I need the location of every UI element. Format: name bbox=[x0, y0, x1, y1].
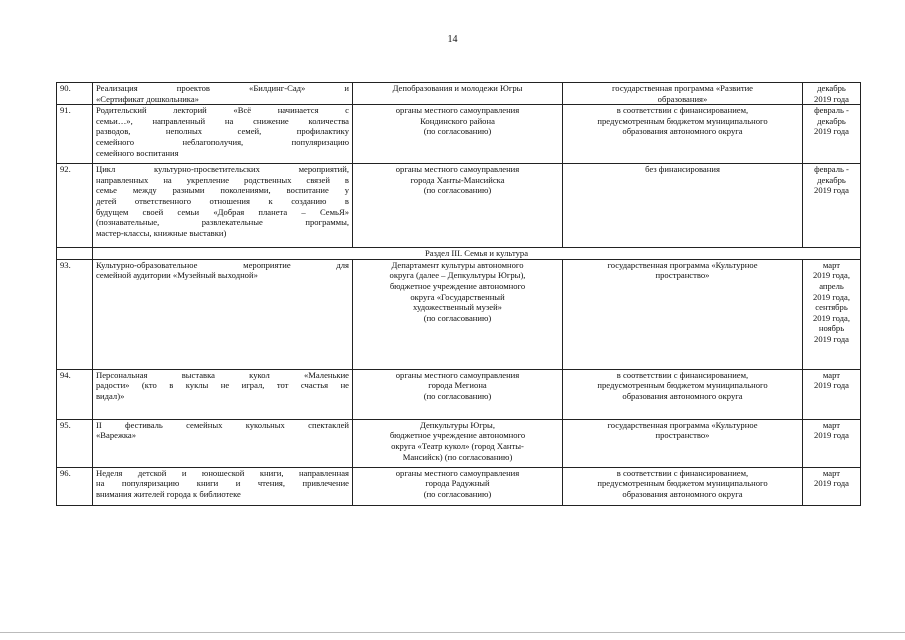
row-number: 94. bbox=[57, 369, 93, 419]
executor-cell-line: (по согласованию) bbox=[423, 488, 492, 499]
event-cell-line: семейного воспитания bbox=[96, 147, 179, 158]
event-cell-line: семейного неблагополучия, популяризацию bbox=[96, 136, 349, 147]
date-cell bbox=[803, 467, 861, 505]
executor-cell-line: Департамент культуры автономного bbox=[391, 259, 524, 270]
date-cell-line: 2019 года bbox=[814, 185, 849, 196]
event-cell bbox=[93, 419, 353, 467]
funding-cell bbox=[563, 105, 803, 164]
event-cell bbox=[93, 467, 353, 505]
event-cell-line: Цикл культурно-просветительских мероприятий, bbox=[96, 164, 349, 175]
executor-cell-line: органы местного самоуправления bbox=[395, 369, 520, 380]
date-cell-line: 2019 года bbox=[814, 430, 849, 441]
date-cell-line: 2019 года bbox=[814, 333, 849, 344]
executor-cell-line: художественный музей» bbox=[413, 302, 502, 313]
event-cell-line: радости» (кто в куклы не играл, тот счастья не bbox=[96, 380, 349, 391]
date-cell-line: декабрь bbox=[817, 115, 846, 126]
section-header-row bbox=[57, 248, 861, 260]
event-cell-line: семье между разными поколениями, воспитание у bbox=[96, 185, 349, 196]
executor-cell-line: Кондинского района bbox=[420, 115, 495, 126]
event-cell bbox=[93, 259, 353, 369]
executor-cell-line: Мансийск) (по согласованию) bbox=[402, 451, 513, 462]
event-cell-line: разводов, неполных семей, профилактику bbox=[96, 126, 349, 137]
funding-cell bbox=[563, 467, 803, 505]
date-cell bbox=[803, 105, 861, 164]
executor-cell bbox=[353, 467, 563, 505]
date-cell-line: ноябрь bbox=[818, 323, 845, 334]
date-cell-line: 2019 года, bbox=[812, 312, 851, 323]
event-cell-line: Персональная выставка кукол «Маленькие bbox=[96, 369, 349, 380]
date-cell bbox=[803, 83, 861, 105]
date-cell-line: сентябрь bbox=[815, 302, 848, 313]
event-cell-line: II фестиваль семейных кукольных спектаклей bbox=[96, 419, 349, 430]
event-cell-line: семейной аудитории «Музейный выходной» bbox=[96, 270, 258, 281]
funding-cell-line: пространство» bbox=[655, 430, 710, 441]
row-number: 90. bbox=[57, 83, 93, 105]
executor-cell-line: города Ханты-Мансийска bbox=[410, 174, 505, 185]
date-cell-line: декабрь bbox=[817, 174, 846, 185]
executor-cell bbox=[353, 164, 563, 248]
funding-cell-line: образования автономного округа bbox=[622, 126, 743, 137]
event-cell-line: (познавательные, развлекательные программы, bbox=[96, 217, 349, 228]
executor-cell bbox=[353, 369, 563, 419]
event-cell-line: мастер-классы, книжные выставки) bbox=[96, 227, 227, 238]
date-cell-line: апрель bbox=[819, 280, 844, 291]
section-header-row-group bbox=[57, 248, 861, 260]
executor-cell bbox=[353, 259, 563, 369]
event-cell-line: внимания жителей города к библиотеке bbox=[96, 488, 241, 499]
date-cell-line: 2019 года bbox=[814, 93, 849, 104]
date-cell bbox=[803, 419, 861, 467]
funding-cell-line: в соответствии с финансированием, bbox=[616, 467, 749, 478]
executor-cell-line: Депкультуры Югры, bbox=[420, 419, 495, 430]
executor-cell-line: органы местного самоуправления bbox=[395, 467, 520, 478]
date-cell bbox=[803, 164, 861, 248]
table-row bbox=[57, 419, 861, 467]
event-cell-line: видал)» bbox=[96, 390, 125, 401]
executor-cell-line: бюджетное учреждение автономного bbox=[389, 280, 526, 291]
funding-cell bbox=[563, 259, 803, 369]
page-number: 14 bbox=[447, 34, 458, 45]
funding-cell bbox=[563, 369, 803, 419]
funding-cell-line: образования автономного округа bbox=[622, 390, 743, 401]
executor-cell-line: округа (далее – Депкультуры Югры), bbox=[389, 270, 526, 281]
date-cell-line: март bbox=[822, 369, 841, 380]
event-cell-line: Реализация проектов «Билдинг-Сад» и bbox=[96, 83, 349, 93]
table-row bbox=[57, 259, 861, 369]
event-cell bbox=[93, 369, 353, 419]
date-cell-line: 2019 года bbox=[814, 478, 849, 489]
section-title: Раздел III. Семья и культура bbox=[93, 248, 861, 260]
executor-cell-line: (по согласованию) bbox=[423, 390, 492, 401]
event-cell-line: направленных на укрепление родственных связей в bbox=[96, 174, 349, 185]
event-cell-line: детей ответственного отношения к созданию в bbox=[96, 195, 349, 206]
funding-cell-line: в соответствии с финансированием, bbox=[616, 105, 749, 116]
funding-cell bbox=[563, 419, 803, 467]
table-body-section-2 bbox=[57, 83, 861, 248]
funding-cell-line: пространство» bbox=[655, 270, 710, 281]
executor-cell-line: органы местного самоуправления bbox=[395, 105, 520, 116]
row-number: 92. bbox=[57, 164, 93, 248]
table-row bbox=[57, 164, 861, 248]
executor-cell-line: Депобразования и молодежи Югры bbox=[392, 83, 523, 93]
table-row bbox=[57, 83, 861, 105]
table-body-section-3 bbox=[57, 259, 861, 505]
scan-edge-line bbox=[0, 632, 905, 633]
date-cell-line: февраль - bbox=[814, 105, 849, 116]
funding-cell-line: без финансирования bbox=[645, 164, 720, 175]
executor-cell-line: города Мегиона bbox=[428, 380, 487, 391]
date-cell-line: март bbox=[822, 259, 841, 270]
date-cell-line: март bbox=[822, 467, 841, 478]
table-row bbox=[57, 369, 861, 419]
date-cell-line: февраль - bbox=[814, 164, 849, 175]
event-cell-line: Неделя детской и юношеской книги, направленная bbox=[96, 467, 349, 478]
funding-cell-line: государственная программа «Культурное bbox=[607, 419, 758, 430]
event-cell-line: Культурно-образовательное мероприятие для bbox=[96, 259, 349, 270]
executor-cell bbox=[353, 419, 563, 467]
date-cell-line: 2019 года, bbox=[812, 270, 851, 281]
funding-cell-line: предусмотренным бюджетом муниципального bbox=[597, 478, 768, 489]
funding-cell-line: предусмотренным бюджетом муниципального bbox=[597, 115, 768, 126]
date-cell-line: 2019 года bbox=[814, 126, 849, 137]
table-row bbox=[57, 467, 861, 505]
funding-cell-line: предусмотренным бюджетом муниципального bbox=[597, 380, 768, 391]
event-cell bbox=[93, 164, 353, 248]
event-cell-line: семьи…», направленный на снижение количества bbox=[96, 115, 349, 126]
plan-table bbox=[56, 82, 861, 506]
executor-cell-line: (по согласованию) bbox=[423, 185, 492, 196]
table-row bbox=[57, 105, 861, 164]
event-cell-line: на популяризацию книги и чтения, привлечение bbox=[96, 478, 349, 489]
executor-cell-line: органы местного самоуправления bbox=[395, 164, 520, 175]
executor-cell-line: бюджетное учреждение автономного bbox=[389, 430, 526, 441]
event-cell bbox=[93, 83, 353, 105]
executor-cell-line: (по согласованию) bbox=[423, 312, 492, 323]
funding-cell-line: государственная программа «Культурное bbox=[607, 259, 758, 270]
executor-cell-line: города Радужный bbox=[425, 478, 490, 489]
executor-cell-line: (по согласованию) bbox=[423, 126, 492, 137]
event-cell-line: «Сертификат дошкольника» bbox=[96, 93, 199, 104]
funding-cell-line: государственная программа «Развитие bbox=[612, 83, 753, 93]
funding-cell-line: образования» bbox=[657, 93, 708, 104]
funding-cell-line: в соответствии с финансированием, bbox=[616, 369, 749, 380]
date-cell-line: декабрь bbox=[817, 83, 846, 93]
funding-cell bbox=[563, 83, 803, 105]
executor-cell bbox=[353, 83, 563, 105]
date-cell-line: 2019 года, bbox=[812, 291, 851, 302]
event-cell-line: «Варежка» bbox=[96, 430, 137, 441]
date-cell bbox=[803, 369, 861, 419]
executor-cell bbox=[353, 105, 563, 164]
date-cell-line: 2019 года bbox=[814, 380, 849, 391]
date-cell bbox=[803, 259, 861, 369]
executor-cell-line: округа «Государственный bbox=[410, 291, 505, 302]
row-number: 95. bbox=[57, 419, 93, 467]
funding-cell bbox=[563, 164, 803, 248]
executor-cell-line: округа «Театр кукол» (город Ханты- bbox=[391, 440, 524, 451]
event-cell-line: будущем своей семьи «Добрая планета – СемьЯ» bbox=[96, 206, 349, 217]
event-cell-line: Родительский лекторий «Всё начинается с bbox=[96, 105, 349, 116]
row-number: 91. bbox=[57, 105, 93, 164]
funding-cell-line: образования автономного округа bbox=[622, 488, 743, 499]
date-cell-line: март bbox=[822, 419, 841, 430]
event-cell bbox=[93, 105, 353, 164]
row-number: 96. bbox=[57, 467, 93, 505]
section-header-spacer bbox=[57, 248, 93, 260]
row-number: 93. bbox=[57, 259, 93, 369]
